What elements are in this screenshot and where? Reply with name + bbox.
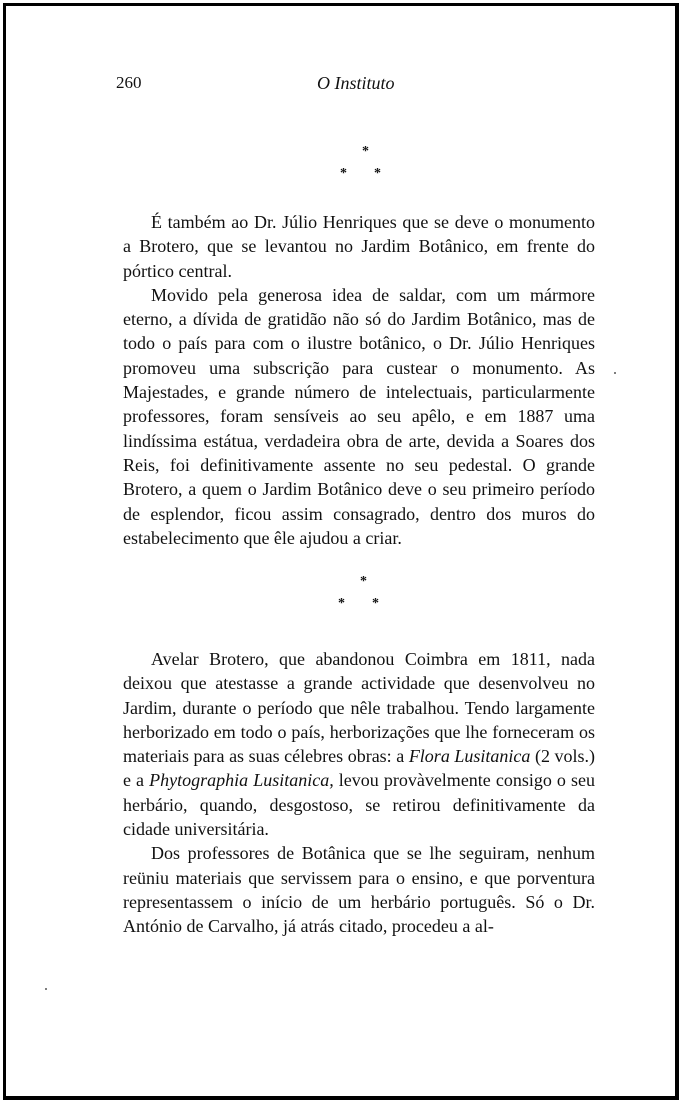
running-title: O Instituto <box>317 73 395 93</box>
asterism-star: * <box>338 596 345 611</box>
paragraph-text: (2 vols.) e a <box>123 746 596 791</box>
scan-speck <box>45 988 47 990</box>
book-title: Phytographia Lusitanica, <box>149 770 334 791</box>
paragraph: É também ao Dr. Júlio Henriques que se deve o monumento a Brotero, que se levantou no Jardim Botânico, em frente do pórtico central. <box>123 212 595 281</box>
scan-speck <box>614 372 616 374</box>
asterism-star: * <box>362 144 369 159</box>
asterism-divider <box>340 145 400 185</box>
section-1-text <box>123 210 595 550</box>
asterism-star: * <box>340 166 347 181</box>
asterism-star: * <box>374 166 381 181</box>
section-2-text <box>123 647 595 939</box>
paragraph <box>123 647 595 841</box>
asterism-star: * <box>360 574 367 589</box>
paragraph-text: levou provàvelmente consigo o seu herbário, quando, desgostoso, se retirou definitivamente da cidade universitária. <box>123 770 595 840</box>
paragraph: Dos professores de Botânica que se lhe seguiram, nenhum reüniu materiais que servissem para o ensino, e que porventura representassem o início de um herbário português. Só o Dr. António de Carvalho, já atrás citado, procedeu a al- <box>123 843 595 937</box>
asterism-divider <box>338 575 398 615</box>
asterism-star: * <box>372 596 379 611</box>
paragraph-text: Avelar Brotero, que abandonou Coimbra em 1811, nada deixou que atestasse a grande actividade que desenvolveu no Jardim, durante o período que nêle trabalhou. Tendo largamente herborizado em todo o país, herborizações que lhe forneceram os materiais para as suas célebres obras: a <box>123 649 595 767</box>
page-number: 260 <box>116 73 142 92</box>
paragraph: Movido pela generosa idea de saldar, com um mármore eterno, a dívida de gratidão não só do Jardim Botânico, mas de todo o país para com o ilustre botânico, o Dr. Júlio Henriques promoveu uma subscrição para custear o monumento. As Majestades, e grande número de intelectuais, particularmente professores, foram sensíveis ao seu apêlo, e em 1887 uma lindíssima estátua, verdadeira obra de arte, devida a Soares dos Reis, foi definitivamente assente no seu pedestal. O grande Brotero, a quem o Jardim Botânico deve o seu primeiro período de esplendor, ficou assim consagrado, dentro dos muros do estabelecimento que êle ajudou a criar. <box>123 284 595 548</box>
book-title: Flora Lusitanica <box>408 746 531 767</box>
